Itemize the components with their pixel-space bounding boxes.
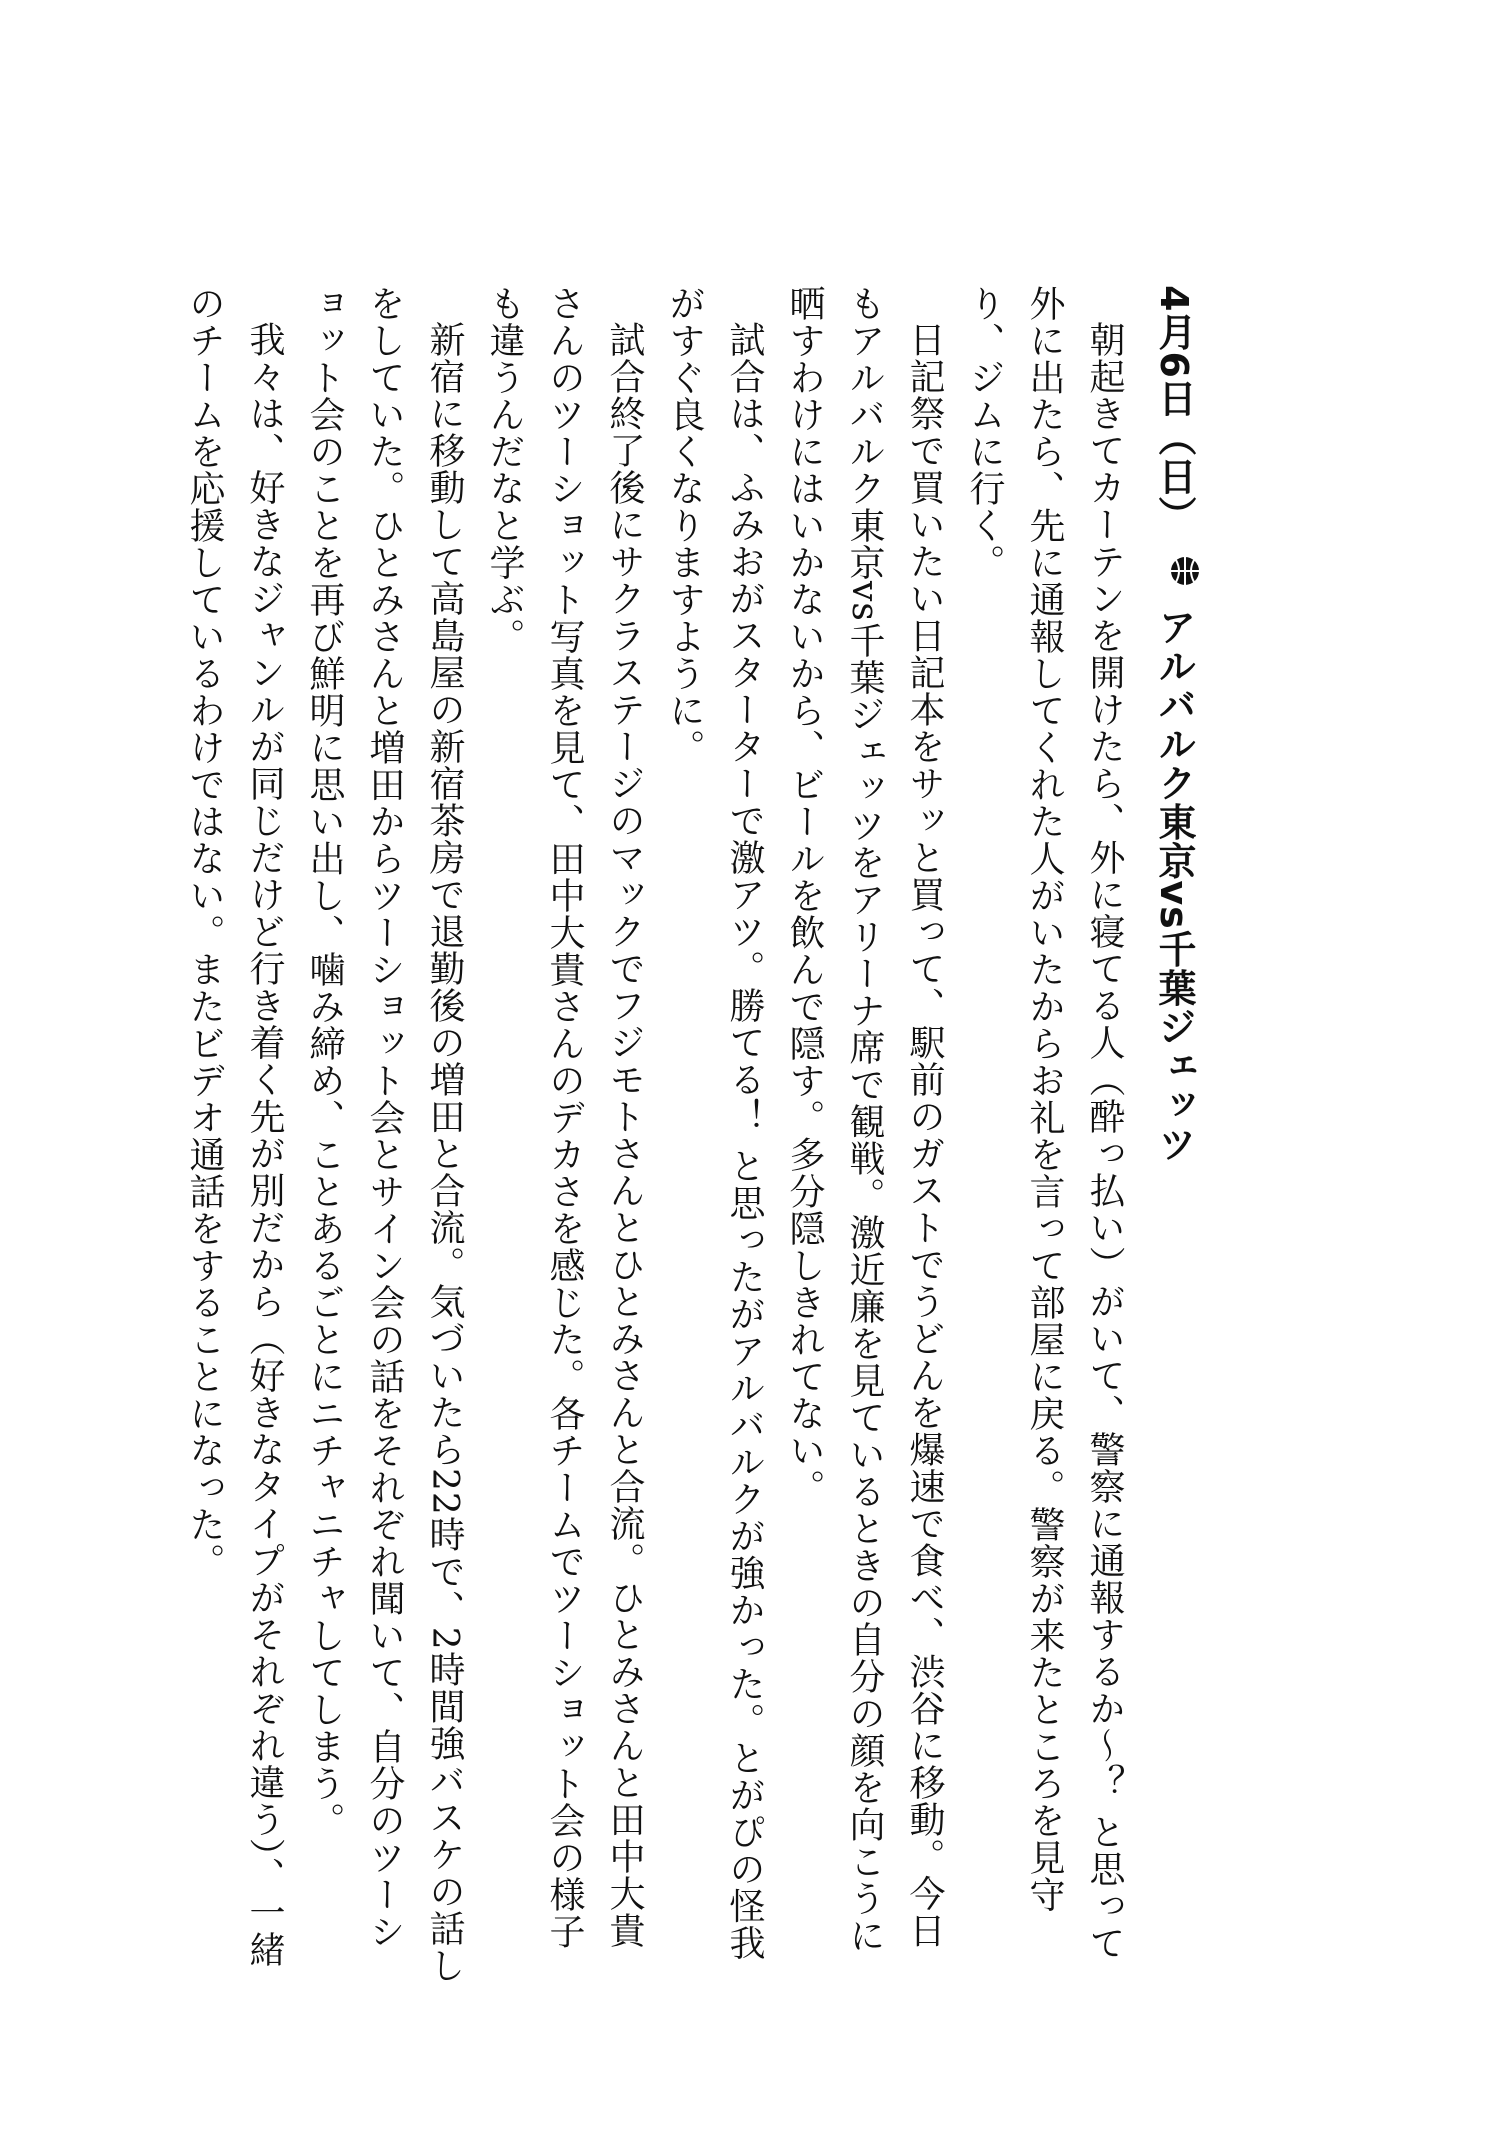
basketball-icon <box>1169 555 1201 587</box>
paragraph-5: 新宿に移動して高島屋の新宿茶房で退勤後の増田と合流。気づいたら22時で、2時間強バスケの話しをしていた。ひとみさんと増田からツーショット会とサイン会の話をそれぞれ聞いて、自分のツーショット会のことを再び鮮明に思い出し、噛み締め、ことあるごとにニチャニチャしてしまう。 <box>304 285 465 1984</box>
paragraph-4: 試合終了後にサクラステージのマックでフジモトさんとひとみさんと合流。ひとみさんと田中大貴さんのツーショット写真を見て、田中大貴さんのデカさを感じた。各チームでツーショット会の様子も違うんだなと学ぶ。 <box>484 285 645 1950</box>
paragraph-3: 試合は、ふみおがスターターで激アツ。勝てる！ と思ったがアルバルクが強かった。とがぴの怪我がすぐ良くなりますように。 <box>664 285 765 1962</box>
paragraph-2: 日記祭で買いたい日記本をサッと買って、駅前のガストでうどんを爆速で食べ、渋谷に移動。今日もアルバルク東京vs千葉ジェッツをアリーナ席で観戦。激近廉を見ているときの自分の顔を向こうに晒すわけにはいかないから、ビールを飲んで隠す。多分隠しきれてない。 <box>784 285 945 1954</box>
entry-title: アルバルク東京vs千葉ジェッツ <box>1152 607 1196 1164</box>
entry-heading <box>1144 285 1204 1985</box>
entry-date: 4月6日（日） <box>1152 285 1196 535</box>
paragraph-6: 我々は、好きなジャンルが同じだけど行き着く先が別だから（好きなタイプがそれぞれ違う）、一緒のチームを応援しているわけではない。またビデオ通話をすることになった。 <box>184 285 285 1968</box>
paragraph-1: 朝起きてカーテンを開けたら、外に寝てる人（酔っ払い）がいて、警察に通報するか〜？ と思って外に出たら、先に通報してくれた人がいたからお礼を言って部屋に戻る。警察が来たところを見守り、ジムに行く。 <box>964 285 1125 1962</box>
diary-text-column <box>174 285 1242 1985</box>
